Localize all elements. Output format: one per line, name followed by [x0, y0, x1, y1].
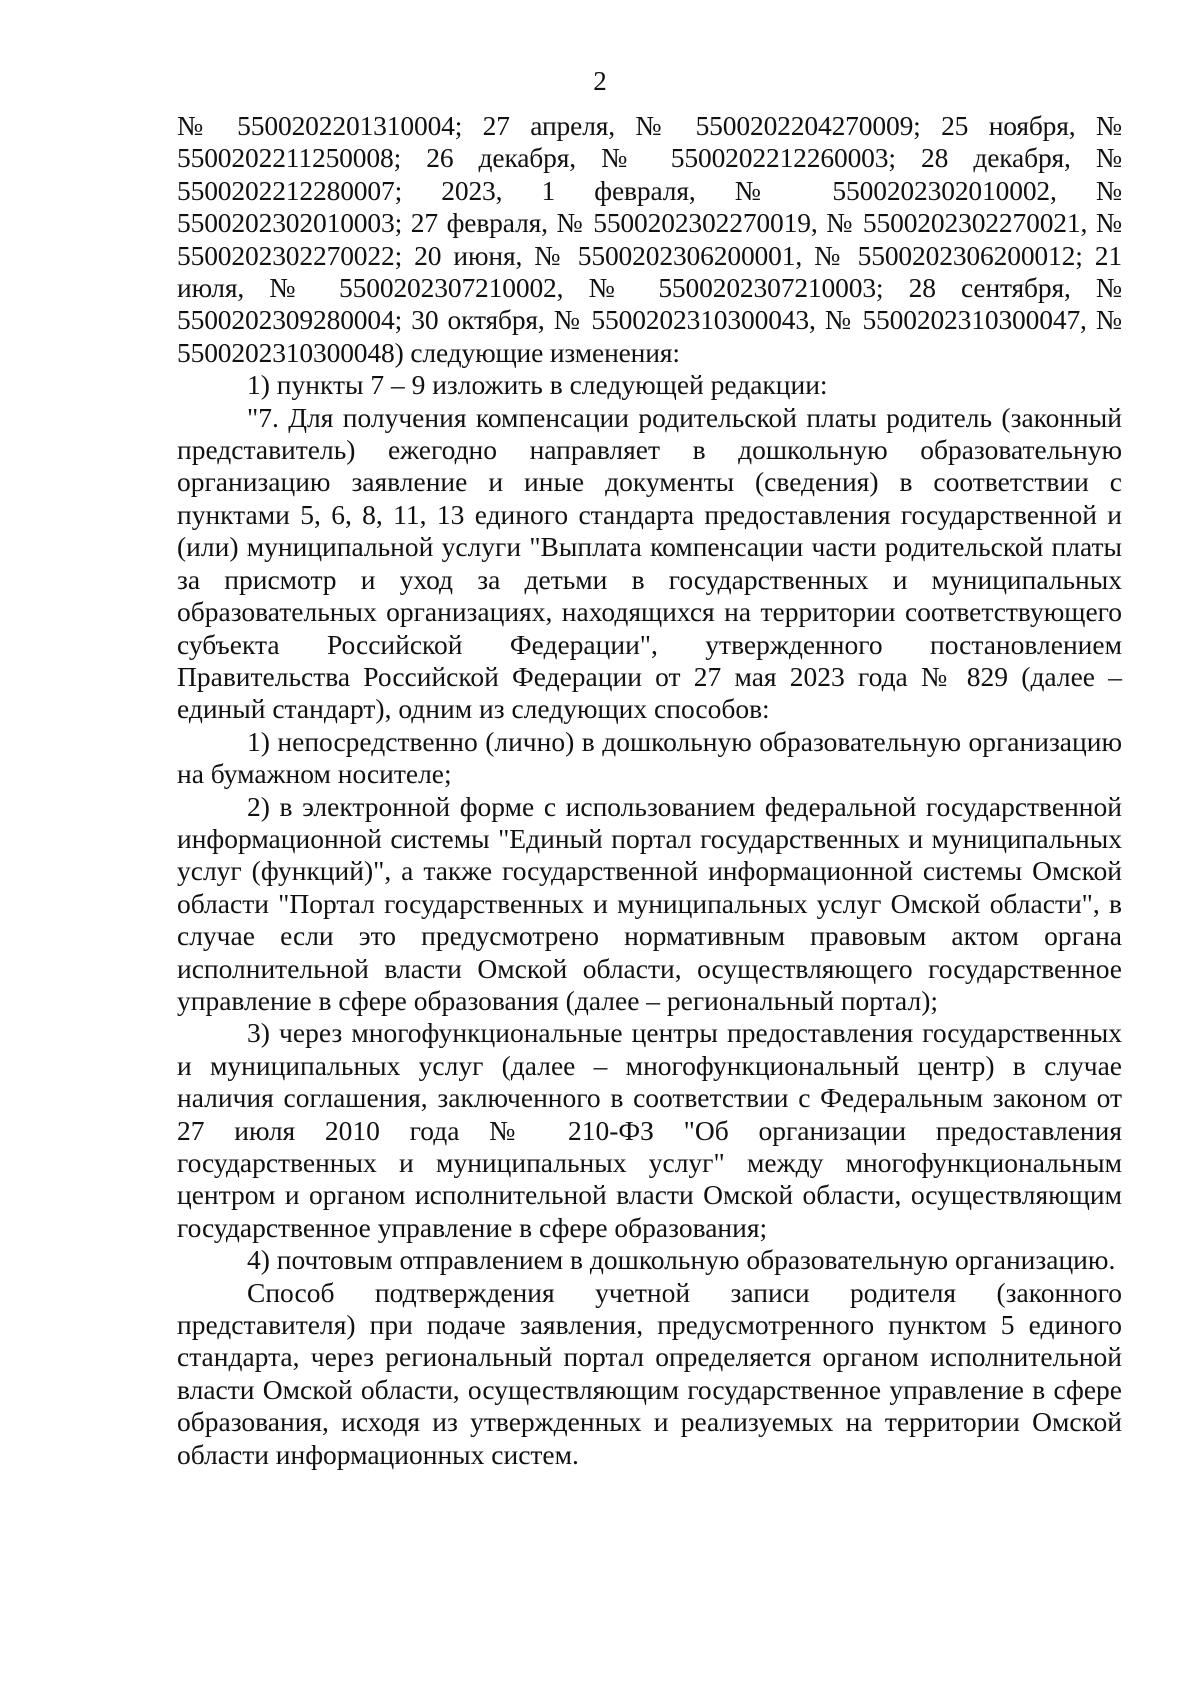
document-body	[177, 110, 1122, 1471]
paragraph-amendment-intro: 1) пункты 7 – 9 изложить в следующей редакции:	[247, 369, 828, 401]
paragraph-method-3: 3) через многофункциональные центры предоставления государственных и муниципальных услуг (далее – многофункциональный центр) в случае наличия соглашения, заключенного в соответствии с Федеральным законом от 27 июля 2010 года № 210-ФЗ "Об организации предоставления государственных и муниципальных услуг" между многофункциональным центром и органом исполнительной власти Омской области, осуществляющим государственное управление в сфере образования;	[177, 1017, 1122, 1243]
paragraph-account-confirmation: Способ подтверждения учетной записи родителя (законного представителя) при подаче заявления, предусмотренного пунктом 5 единого стандарта, через региональный портал определяется органом исполнительной власти Омской области, осуществляющим государственное управление в сфере образования, исходя из утвержденных и реализуемых на территории Омской области информационных систем.	[177, 1276, 1122, 1470]
paragraph-registration-numbers: № 5500202201310004; 27 апреля, № 5500202204270009; 25 ноября, № 5500202211250008; 26 декабря, № 5500202212260003; 28 декабря, № 5500202212280007; 2023, 1 февраля, № 5500202302010002, № 5500202302010003; 27 февраля, № 5500202302270019, № 5500202302270021, № 5500202302270022; 20 июня, № 5500202306200001, № 5500202306200012; 21 июля, № 5500202307210002, № 5500202307210003; 28 сентября, № 5500202309280004; 30 октября, № 5500202310300043, № 5500202310300047, № 5500202310300048) следующие изменения:	[177, 110, 1122, 368]
paragraph-method-1: 1) непосредственно (лично) в дошкольную образовательную организацию на бумажном носителе;	[177, 725, 1122, 790]
paragraph-item-7: "7. Для получения компенсации родительской платы родитель (законный представитель) ежегодно направляет в дошкольную образовательную организацию заявление и иные документы (сведения) в соответствии с пунктами 5, 6, 8, 11, 13 единого стандарта предоставления государственной и (или) муниципальной услуги "Выплата компенсации части родительской платы за присмотр и уход за детьми в государственных и муниципальных образовательных организациях, находящихся на территории соответствующего субъекта Российской Федерации", утвержденного постановлением Правительства Российской Федерации от 27 мая 2023 года № 829 (далее – единый стандарт), одним из следующих способов:	[177, 401, 1122, 725]
paragraph-method-2: 2) в электронной форме с использованием федеральной государственной информационной системы "Единый портал государственных и муниципальных услуг (функций)", а также государственной информационной системы Омской области "Портал государственных и муниципальных услуг Омской области", в случае если это предусмотрено нормативным правовым актом органа исполнительной власти Омской области, осуществляющего государственное управление в сфере образования (далее – региональный портал);	[177, 790, 1122, 1016]
paragraph-method-4: 4) почтовым отправлением в дошкольную образовательную организацию.	[247, 1244, 1116, 1276]
page-number: 2	[593, 66, 607, 96]
